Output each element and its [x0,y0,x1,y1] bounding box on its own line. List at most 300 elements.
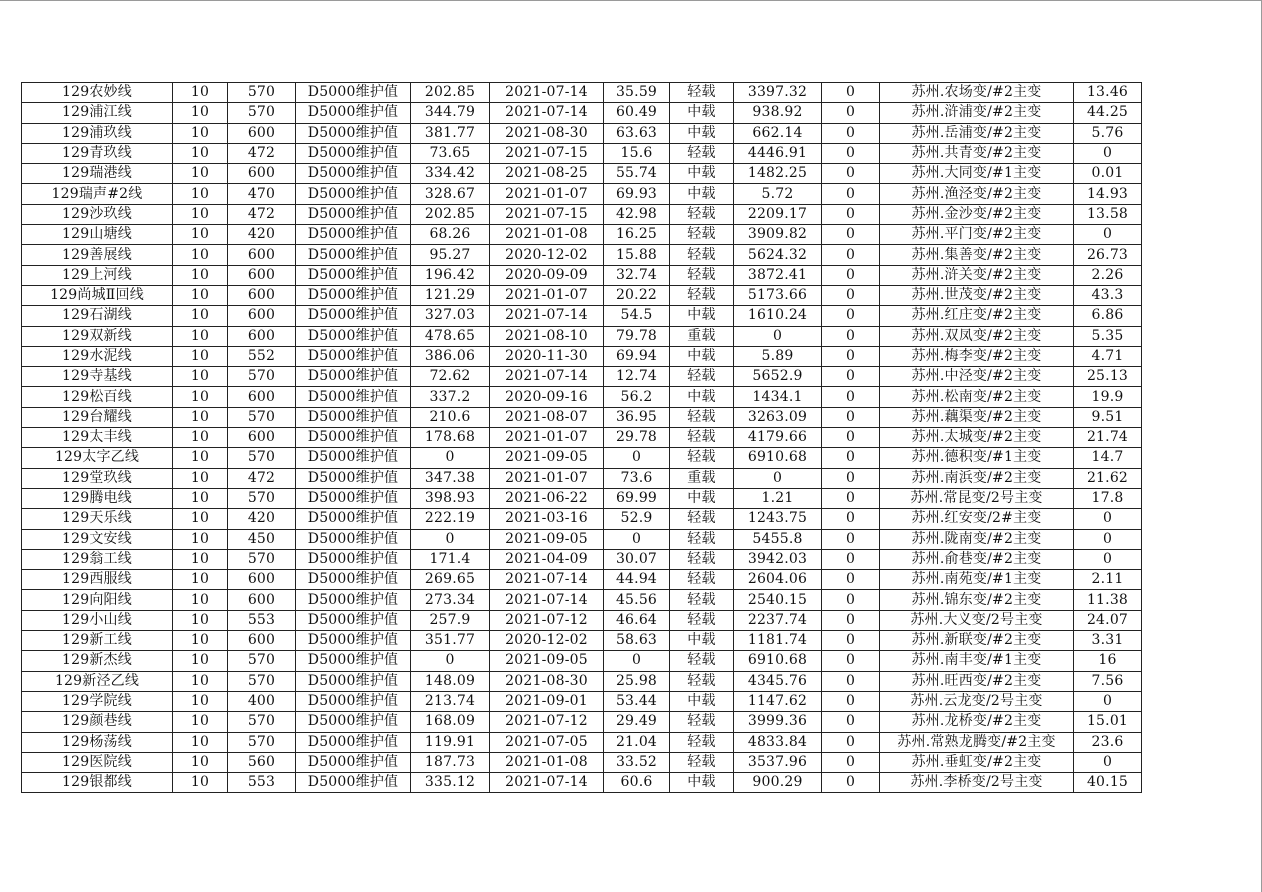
table-row [22,651,1142,671]
cell-load-status: 轻载 [670,245,734,265]
cell-rated-current: 570 [228,712,296,732]
cell-line-name: 129沙玖线 [22,204,173,224]
cell-current-value: 347.38 [411,468,490,488]
cell-margin-value: 6910.68 [734,651,822,671]
cell-data-source: D5000维护值 [296,651,411,671]
cell-voltage-kv: 10 [173,103,228,123]
cell-substation-transformer: 苏州.太城变/#2主变 [880,428,1074,448]
cell-margin-value: 1243.75 [734,509,822,529]
table-row [22,712,1142,732]
cell-voltage-kv: 10 [173,204,228,224]
table-row [22,306,1142,326]
cell-data-source: D5000维护值 [296,488,411,508]
cell-transformer-rate: 43.3 [1074,285,1142,305]
cell-margin-value: 5652.9 [734,367,822,387]
cell-load-rate: 0 [604,529,670,549]
cell-data-source: D5000维护值 [296,367,411,387]
cell-load-status: 中载 [670,387,734,407]
cell-load-rate: 32.74 [604,265,670,285]
table-row [22,468,1142,488]
cell-substation-transformer: 苏州.常昆变/2号主变 [880,488,1074,508]
cell-data-source: D5000维护值 [296,407,411,427]
cell-substation-transformer: 苏州.世茂变/#2主变 [880,285,1074,305]
cell-date: 2021-07-14 [490,773,604,793]
cell-data-source: D5000维护值 [296,590,411,610]
cell-data-source: D5000维护值 [296,143,411,163]
cell-rated-current: 470 [228,184,296,204]
cell-line-name: 129尚城Ⅱ回线 [22,285,173,305]
cell-margin-value: 3942.03 [734,549,822,569]
table-row [22,488,1142,508]
cell-load-status: 轻载 [670,285,734,305]
cell-load-status: 轻载 [670,509,734,529]
cell-data-source: D5000维护值 [296,712,411,732]
cell-substation-transformer: 苏州.常熟龙腾变/#2主变 [880,732,1074,752]
cell-load-rate: 60.49 [604,103,670,123]
table-row [22,184,1142,204]
cell-date: 2021-08-07 [490,407,604,427]
cell-line-name: 129杨荡线 [22,732,173,752]
table-row [22,773,1142,793]
cell-margin-value: 5173.66 [734,285,822,305]
cell-rated-current: 450 [228,529,296,549]
cell-current-value: 213.74 [411,691,490,711]
table-row [22,367,1142,387]
cell-transformer-rate: 9.51 [1074,407,1142,427]
cell-load-rate: 63.63 [604,123,670,143]
cell-line-name: 129台耀线 [22,407,173,427]
cell-load-status: 轻载 [670,651,734,671]
cell-load-rate: 73.6 [604,468,670,488]
table-row [22,265,1142,285]
cell-flag: 0 [822,225,880,245]
cell-current-value: 337.2 [411,387,490,407]
cell-voltage-kv: 10 [173,691,228,711]
cell-flag: 0 [822,103,880,123]
cell-rated-current: 570 [228,367,296,387]
cell-substation-transformer: 苏州.浒浦变/#2主变 [880,103,1074,123]
cell-load-rate: 35.59 [604,83,670,103]
cell-load-status: 轻载 [670,265,734,285]
cell-margin-value: 4833.84 [734,732,822,752]
cell-date: 2021-08-10 [490,326,604,346]
cell-voltage-kv: 10 [173,346,228,366]
cell-rated-current: 600 [228,326,296,346]
cell-load-status: 中载 [670,488,734,508]
cell-line-name: 129医院线 [22,752,173,772]
cell-flag: 0 [822,367,880,387]
cell-transformer-rate: 26.73 [1074,245,1142,265]
cell-line-name: 129新工线 [22,631,173,651]
cell-load-status: 轻载 [670,570,734,590]
cell-date: 2021-07-14 [490,83,604,103]
page-border-top [0,0,1262,1]
cell-load-rate: 42.98 [604,204,670,224]
cell-voltage-kv: 10 [173,184,228,204]
cell-rated-current: 570 [228,732,296,752]
cell-rated-current: 400 [228,691,296,711]
cell-transformer-rate: 44.25 [1074,103,1142,123]
cell-load-rate: 30.07 [604,549,670,569]
table-row [22,549,1142,569]
cell-substation-transformer: 苏州.德积变/#1主变 [880,448,1074,468]
cell-line-name: 129小山线 [22,610,173,630]
cell-data-source: D5000维护值 [296,732,411,752]
cell-rated-current: 570 [228,671,296,691]
cell-current-value: 119.91 [411,732,490,752]
cell-load-status: 轻载 [670,752,734,772]
cell-rated-current: 420 [228,509,296,529]
cell-voltage-kv: 10 [173,306,228,326]
cell-voltage-kv: 10 [173,143,228,163]
table-row [22,123,1142,143]
cell-rated-current: 472 [228,143,296,163]
cell-load-status: 轻载 [670,225,734,245]
cell-data-source: D5000维护值 [296,245,411,265]
cell-load-status: 轻载 [670,732,734,752]
cell-date: 2021-09-05 [490,448,604,468]
cell-data-source: D5000维护值 [296,285,411,305]
cell-flag: 0 [822,631,880,651]
cell-rated-current: 560 [228,752,296,772]
cell-current-value: 0 [411,651,490,671]
cell-current-value: 168.09 [411,712,490,732]
cell-date: 2021-08-30 [490,671,604,691]
cell-flag: 0 [822,529,880,549]
table-row [22,164,1142,184]
cell-margin-value: 2209.17 [734,204,822,224]
cell-transformer-rate: 14.7 [1074,448,1142,468]
cell-data-source: D5000维护值 [296,671,411,691]
cell-date: 2021-07-12 [490,712,604,732]
cell-line-name: 129翁工线 [22,549,173,569]
cell-margin-value: 1434.1 [734,387,822,407]
cell-flag: 0 [822,752,880,772]
cell-margin-value: 3263.09 [734,407,822,427]
cell-rated-current: 600 [228,245,296,265]
cell-line-name: 129青玖线 [22,143,173,163]
cell-line-name: 129新泾乙线 [22,671,173,691]
cell-margin-value: 2540.15 [734,590,822,610]
cell-data-source: D5000维护值 [296,184,411,204]
cell-line-name: 129石湖线 [22,306,173,326]
cell-transformer-rate: 21.62 [1074,468,1142,488]
cell-current-value: 210.6 [411,407,490,427]
cell-substation-transformer: 苏州.新联变/#2主变 [880,631,1074,651]
cell-load-rate: 29.78 [604,428,670,448]
cell-substation-transformer: 苏州.岳浦变/#2主变 [880,123,1074,143]
table-row [22,691,1142,711]
cell-load-status: 中载 [670,631,734,651]
cell-transformer-rate: 13.46 [1074,83,1142,103]
cell-substation-transformer: 苏州.大同变/#1主变 [880,164,1074,184]
cell-date: 2021-07-14 [490,570,604,590]
cell-load-status: 轻载 [670,407,734,427]
cell-load-status: 中载 [670,773,734,793]
cell-transformer-rate: 11.38 [1074,590,1142,610]
cell-transformer-rate: 0 [1074,225,1142,245]
cell-transformer-rate: 23.6 [1074,732,1142,752]
table-row [22,346,1142,366]
cell-data-source: D5000维护值 [296,509,411,529]
cell-flag: 0 [822,448,880,468]
cell-margin-value: 900.29 [734,773,822,793]
cell-date: 2020-12-02 [490,631,604,651]
cell-substation-transformer: 苏州.藕渠变/#2主变 [880,407,1074,427]
cell-load-rate: 53.44 [604,691,670,711]
cell-rated-current: 570 [228,549,296,569]
cell-load-status: 轻载 [670,448,734,468]
cell-rated-current: 553 [228,773,296,793]
cell-date: 2020-12-02 [490,245,604,265]
cell-date: 2021-03-16 [490,509,604,529]
cell-flag: 0 [822,570,880,590]
cell-load-rate: 52.9 [604,509,670,529]
table-row [22,509,1142,529]
cell-current-value: 202.85 [411,83,490,103]
cell-rated-current: 570 [228,488,296,508]
cell-transformer-rate: 13.58 [1074,204,1142,224]
cell-substation-transformer: 苏州.旺西变/#2主变 [880,671,1074,691]
cell-load-rate: 15.6 [604,143,670,163]
cell-current-value: 335.12 [411,773,490,793]
cell-date: 2021-09-05 [490,651,604,671]
cell-voltage-kv: 10 [173,773,228,793]
table-row [22,428,1142,448]
cell-substation-transformer: 苏州.集善变/#2主变 [880,245,1074,265]
cell-current-value: 478.65 [411,326,490,346]
cell-rated-current: 600 [228,570,296,590]
cell-current-value: 269.65 [411,570,490,590]
cell-data-source: D5000维护值 [296,346,411,366]
cell-date: 2021-01-08 [490,225,604,245]
cell-current-value: 328.67 [411,184,490,204]
cell-margin-value: 662.14 [734,123,822,143]
cell-flag: 0 [822,306,880,326]
cell-margin-value: 0 [734,326,822,346]
cell-rated-current: 600 [228,590,296,610]
cell-current-value: 398.93 [411,488,490,508]
cell-line-name: 129腾电线 [22,488,173,508]
cell-voltage-kv: 10 [173,590,228,610]
cell-voltage-kv: 10 [173,529,228,549]
cell-flag: 0 [822,387,880,407]
cell-substation-transformer: 苏州.农场变/#2主变 [880,83,1074,103]
cell-date: 2021-08-25 [490,164,604,184]
cell-transformer-rate: 40.15 [1074,773,1142,793]
cell-margin-value: 5.89 [734,346,822,366]
cell-transformer-rate: 14.93 [1074,184,1142,204]
cell-voltage-kv: 10 [173,732,228,752]
cell-data-source: D5000维护值 [296,448,411,468]
cell-line-name: 129上河线 [22,265,173,285]
table-row [22,225,1142,245]
cell-date: 2021-07-14 [490,367,604,387]
cell-load-status: 轻载 [670,143,734,163]
cell-load-rate: 21.04 [604,732,670,752]
cell-load-rate: 15.88 [604,245,670,265]
table-row [22,570,1142,590]
table-row [22,590,1142,610]
cell-rated-current: 600 [228,285,296,305]
cell-data-source: D5000维护值 [296,204,411,224]
cell-load-rate: 20.22 [604,285,670,305]
cell-date: 2021-09-01 [490,691,604,711]
cell-load-status: 重载 [670,468,734,488]
cell-transformer-rate: 5.76 [1074,123,1142,143]
cell-transformer-rate: 2.26 [1074,265,1142,285]
cell-load-status: 轻载 [670,428,734,448]
cell-date: 2021-01-07 [490,285,604,305]
cell-current-value: 95.27 [411,245,490,265]
cell-voltage-kv: 10 [173,123,228,143]
cell-line-name: 129颜巷线 [22,712,173,732]
cell-date: 2021-07-05 [490,732,604,752]
cell-substation-transformer: 苏州.共青变/#2主变 [880,143,1074,163]
table-row [22,204,1142,224]
cell-load-rate: 69.93 [604,184,670,204]
cell-rated-current: 600 [228,387,296,407]
cell-line-name: 129善展线 [22,245,173,265]
cell-data-source: D5000维护值 [296,529,411,549]
cell-load-rate: 56.2 [604,387,670,407]
cell-voltage-kv: 10 [173,631,228,651]
cell-date: 2021-07-15 [490,204,604,224]
cell-load-status: 轻载 [670,590,734,610]
cell-data-source: D5000维护值 [296,306,411,326]
cell-transformer-rate: 0 [1074,691,1142,711]
cell-date: 2021-01-07 [490,468,604,488]
cell-data-source: D5000维护值 [296,570,411,590]
cell-rated-current: 472 [228,204,296,224]
table-row [22,407,1142,427]
cell-flag: 0 [822,712,880,732]
table-row [22,143,1142,163]
cell-data-source: D5000维护值 [296,326,411,346]
cell-date: 2021-06-22 [490,488,604,508]
cell-load-status: 中载 [670,164,734,184]
cell-rated-current: 570 [228,103,296,123]
cell-margin-value: 5624.32 [734,245,822,265]
cell-current-value: 68.26 [411,225,490,245]
cell-margin-value: 2604.06 [734,570,822,590]
cell-date: 2021-07-14 [490,590,604,610]
cell-data-source: D5000维护值 [296,164,411,184]
cell-voltage-kv: 10 [173,83,228,103]
cell-date: 2021-07-14 [490,103,604,123]
cell-line-name: 129寺基线 [22,367,173,387]
cell-flag: 0 [822,428,880,448]
cell-margin-value: 1.21 [734,488,822,508]
cell-flag: 0 [822,509,880,529]
cell-transformer-rate: 2.11 [1074,570,1142,590]
cell-data-source: D5000维护值 [296,428,411,448]
cell-rated-current: 600 [228,428,296,448]
cell-flag: 0 [822,671,880,691]
cell-line-name: 129学院线 [22,691,173,711]
cell-current-value: 202.85 [411,204,490,224]
cell-voltage-kv: 10 [173,265,228,285]
cell-rated-current: 600 [228,306,296,326]
cell-date: 2021-09-05 [490,529,604,549]
cell-data-source: D5000维护值 [296,610,411,630]
cell-flag: 0 [822,488,880,508]
cell-margin-value: 4179.66 [734,428,822,448]
cell-voltage-kv: 10 [173,225,228,245]
cell-line-name: 129太字乙线 [22,448,173,468]
cell-data-source: D5000维护值 [296,103,411,123]
cell-rated-current: 570 [228,651,296,671]
cell-margin-value: 1181.74 [734,631,822,651]
cell-substation-transformer: 苏州.龙桥变/#2主变 [880,712,1074,732]
cell-margin-value: 3397.32 [734,83,822,103]
cell-flag: 0 [822,123,880,143]
cell-load-rate: 36.95 [604,407,670,427]
cell-line-name: 129文安线 [22,529,173,549]
cell-substation-transformer: 苏州.松南变/#2主变 [880,387,1074,407]
cell-load-rate: 44.94 [604,570,670,590]
cell-rated-current: 600 [228,265,296,285]
table-row [22,631,1142,651]
cell-margin-value: 4345.76 [734,671,822,691]
cell-flag: 0 [822,691,880,711]
cell-flag: 0 [822,468,880,488]
table-row [22,326,1142,346]
cell-current-value: 273.34 [411,590,490,610]
cell-substation-transformer: 苏州.南丰变/#1主变 [880,651,1074,671]
cell-substation-transformer: 苏州.梅李变/#2主变 [880,346,1074,366]
cell-substation-transformer: 苏州.垂虹变/#2主变 [880,752,1074,772]
cell-current-value: 73.65 [411,143,490,163]
cell-load-rate: 0 [604,651,670,671]
cell-voltage-kv: 10 [173,164,228,184]
cell-load-status: 中载 [670,306,734,326]
table-row [22,448,1142,468]
cell-data-source: D5000维护值 [296,468,411,488]
cell-flag: 0 [822,732,880,752]
cell-flag: 0 [822,245,880,265]
cell-current-value: 171.4 [411,549,490,569]
cell-margin-value: 6910.68 [734,448,822,468]
cell-line-name: 129银都线 [22,773,173,793]
cell-margin-value: 3909.82 [734,225,822,245]
cell-load-status: 轻载 [670,610,734,630]
cell-flag: 0 [822,346,880,366]
cell-load-rate: 33.52 [604,752,670,772]
cell-substation-transformer: 苏州.浒关变/#2主变 [880,265,1074,285]
cell-transformer-rate: 17.8 [1074,488,1142,508]
cell-load-status: 轻载 [670,83,734,103]
cell-load-status: 中载 [670,123,734,143]
cell-date: 2021-08-30 [490,123,604,143]
cell-load-status: 轻载 [670,367,734,387]
cell-date: 2021-01-07 [490,428,604,448]
cell-voltage-kv: 10 [173,245,228,265]
cell-transformer-rate: 0 [1074,529,1142,549]
cell-load-rate: 69.99 [604,488,670,508]
cell-line-name: 129天乐线 [22,509,173,529]
cell-load-status: 轻载 [670,549,734,569]
cell-substation-transformer: 苏州.李桥变/2号主变 [880,773,1074,793]
cell-substation-transformer: 苏州.金沙变/#2主变 [880,204,1074,224]
cell-current-value: 0 [411,448,490,468]
cell-transformer-rate: 7.56 [1074,671,1142,691]
cell-transformer-rate: 21.74 [1074,428,1142,448]
cell-load-rate: 60.6 [604,773,670,793]
table-row [22,732,1142,752]
cell-substation-transformer: 苏州.双凤变/#2主变 [880,326,1074,346]
cell-current-value: 121.29 [411,285,490,305]
